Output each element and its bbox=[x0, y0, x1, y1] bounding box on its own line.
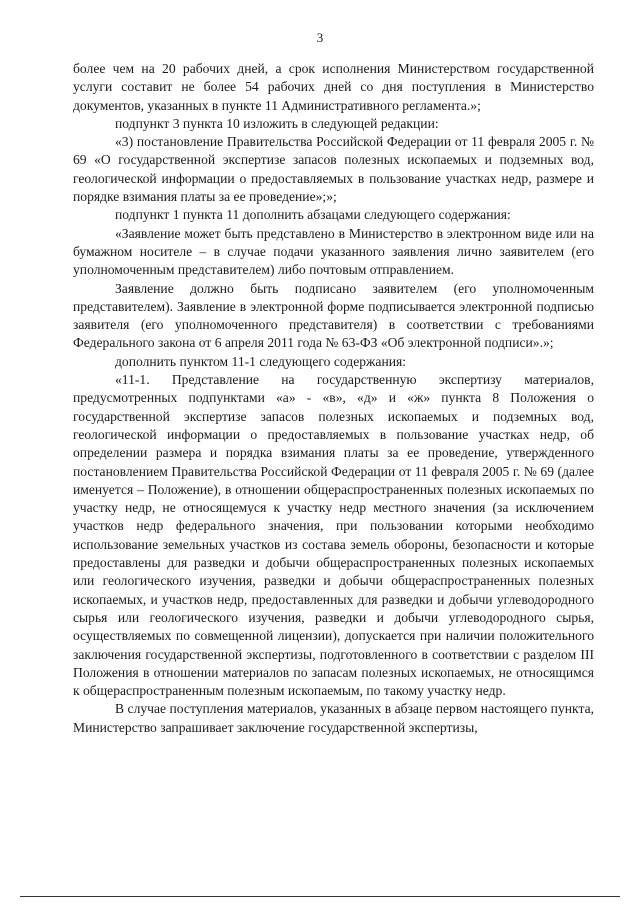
paragraph-add-item-11-1: дополнить пунктом 11-1 следующего содержания: bbox=[115, 353, 407, 369]
paragraph-application-signature: Заявление должно быть подписано заявителем (его уполномоченным представителем). Заявление в электронной форме подписывается электронной подписью заявителя (его уполномоченного представителя) в соответствии с требованиями Федерального закона от 6 апреля 2011 года № 63-ФЗ «Об электронной подписи».»; bbox=[73, 280, 594, 351]
paragraph-materials-received: В случае поступления материалов, указанных в абзаце первом настоящего пункта, Министерство запрашивает заключение государственной экспертизы, bbox=[73, 701, 594, 735]
paragraph-subitem-3: подпункт 3 пункта 10 изложить в следующей редакции: bbox=[115, 115, 439, 131]
bottom-divider bbox=[20, 896, 620, 897]
document-body bbox=[73, 60, 594, 737]
paragraph-subitem-1: подпункт 1 пункта 11 дополнить абзацами следующего содержания: bbox=[115, 207, 511, 223]
paragraph-application-submission: «Заявление может быть представлено в Министерство в электронном виде или на бумажном носителе – в случае подачи указанного заявления лично заявителем (его уполномоченным представителем) либо почтовым отправлением. bbox=[73, 225, 594, 278]
paragraph-decree-reference: «3) постановление Правительства Российской Федерации от 11 февраля 2005 г. № 69 «О государственной экспертизе запасов полезных ископаемых и подземных вод, геологической информации о предоставляемых в пользование участках недр, размере и порядке взимания платы за ее проведение»;»; bbox=[73, 134, 594, 205]
page-number: 3 bbox=[316, 30, 324, 45]
paragraph-item-11-1: «11-1. Представление на государственную экспертизу материалов, предусмотренных подпунктами «а» - «в», «д» и «ж» пункта 8 Положения о государственной экспертизе запасов полезных ископаемых и подземных вод, геологической информации о предоставляемых в пользование участках недр, об определении размера и порядка взимания платы за ее проведение, утвержденного постановлением Правительства Российской Федерации от 11 февраля 2005 г. № 69 (далее именуется – Положение), в отношении общераспространенных полезных ископаемых по участку недр, не относящемуся к участку недр местного значения (за исключением участков недр федерального значения, при пользовании которыми необходимо использование земельных участков из состава земель обороны, безопасности и которые предоставлены для разведки и добычи общераспространенных полезных ископаемых или геологического изучения, разведки и добычи общераспространенных полезных ископаемых, и участков недр, предоставленных для разведки и добычи углеводородного сырья или геологического изучения, разведки и добычи углеводородного сырья, осуществляемых по совмещенной лицензии), допускается при наличии положительного заключения государственной экспертизы, подготовленного в соответствии с разделом III Положения в отношении материалов по запасам полезных ископаемых, не относящимся к общераспространенным полезным ископаемым, по такому участку недр. bbox=[73, 372, 594, 699]
paragraph-continuation: более чем на 20 рабочих дней, а срок исполнения Министерством государственной услуги составит не более 54 рабочих дней со дня поступления в Министерство документов, указанных в пункте 11 Административного регламента.»; bbox=[73, 61, 594, 113]
